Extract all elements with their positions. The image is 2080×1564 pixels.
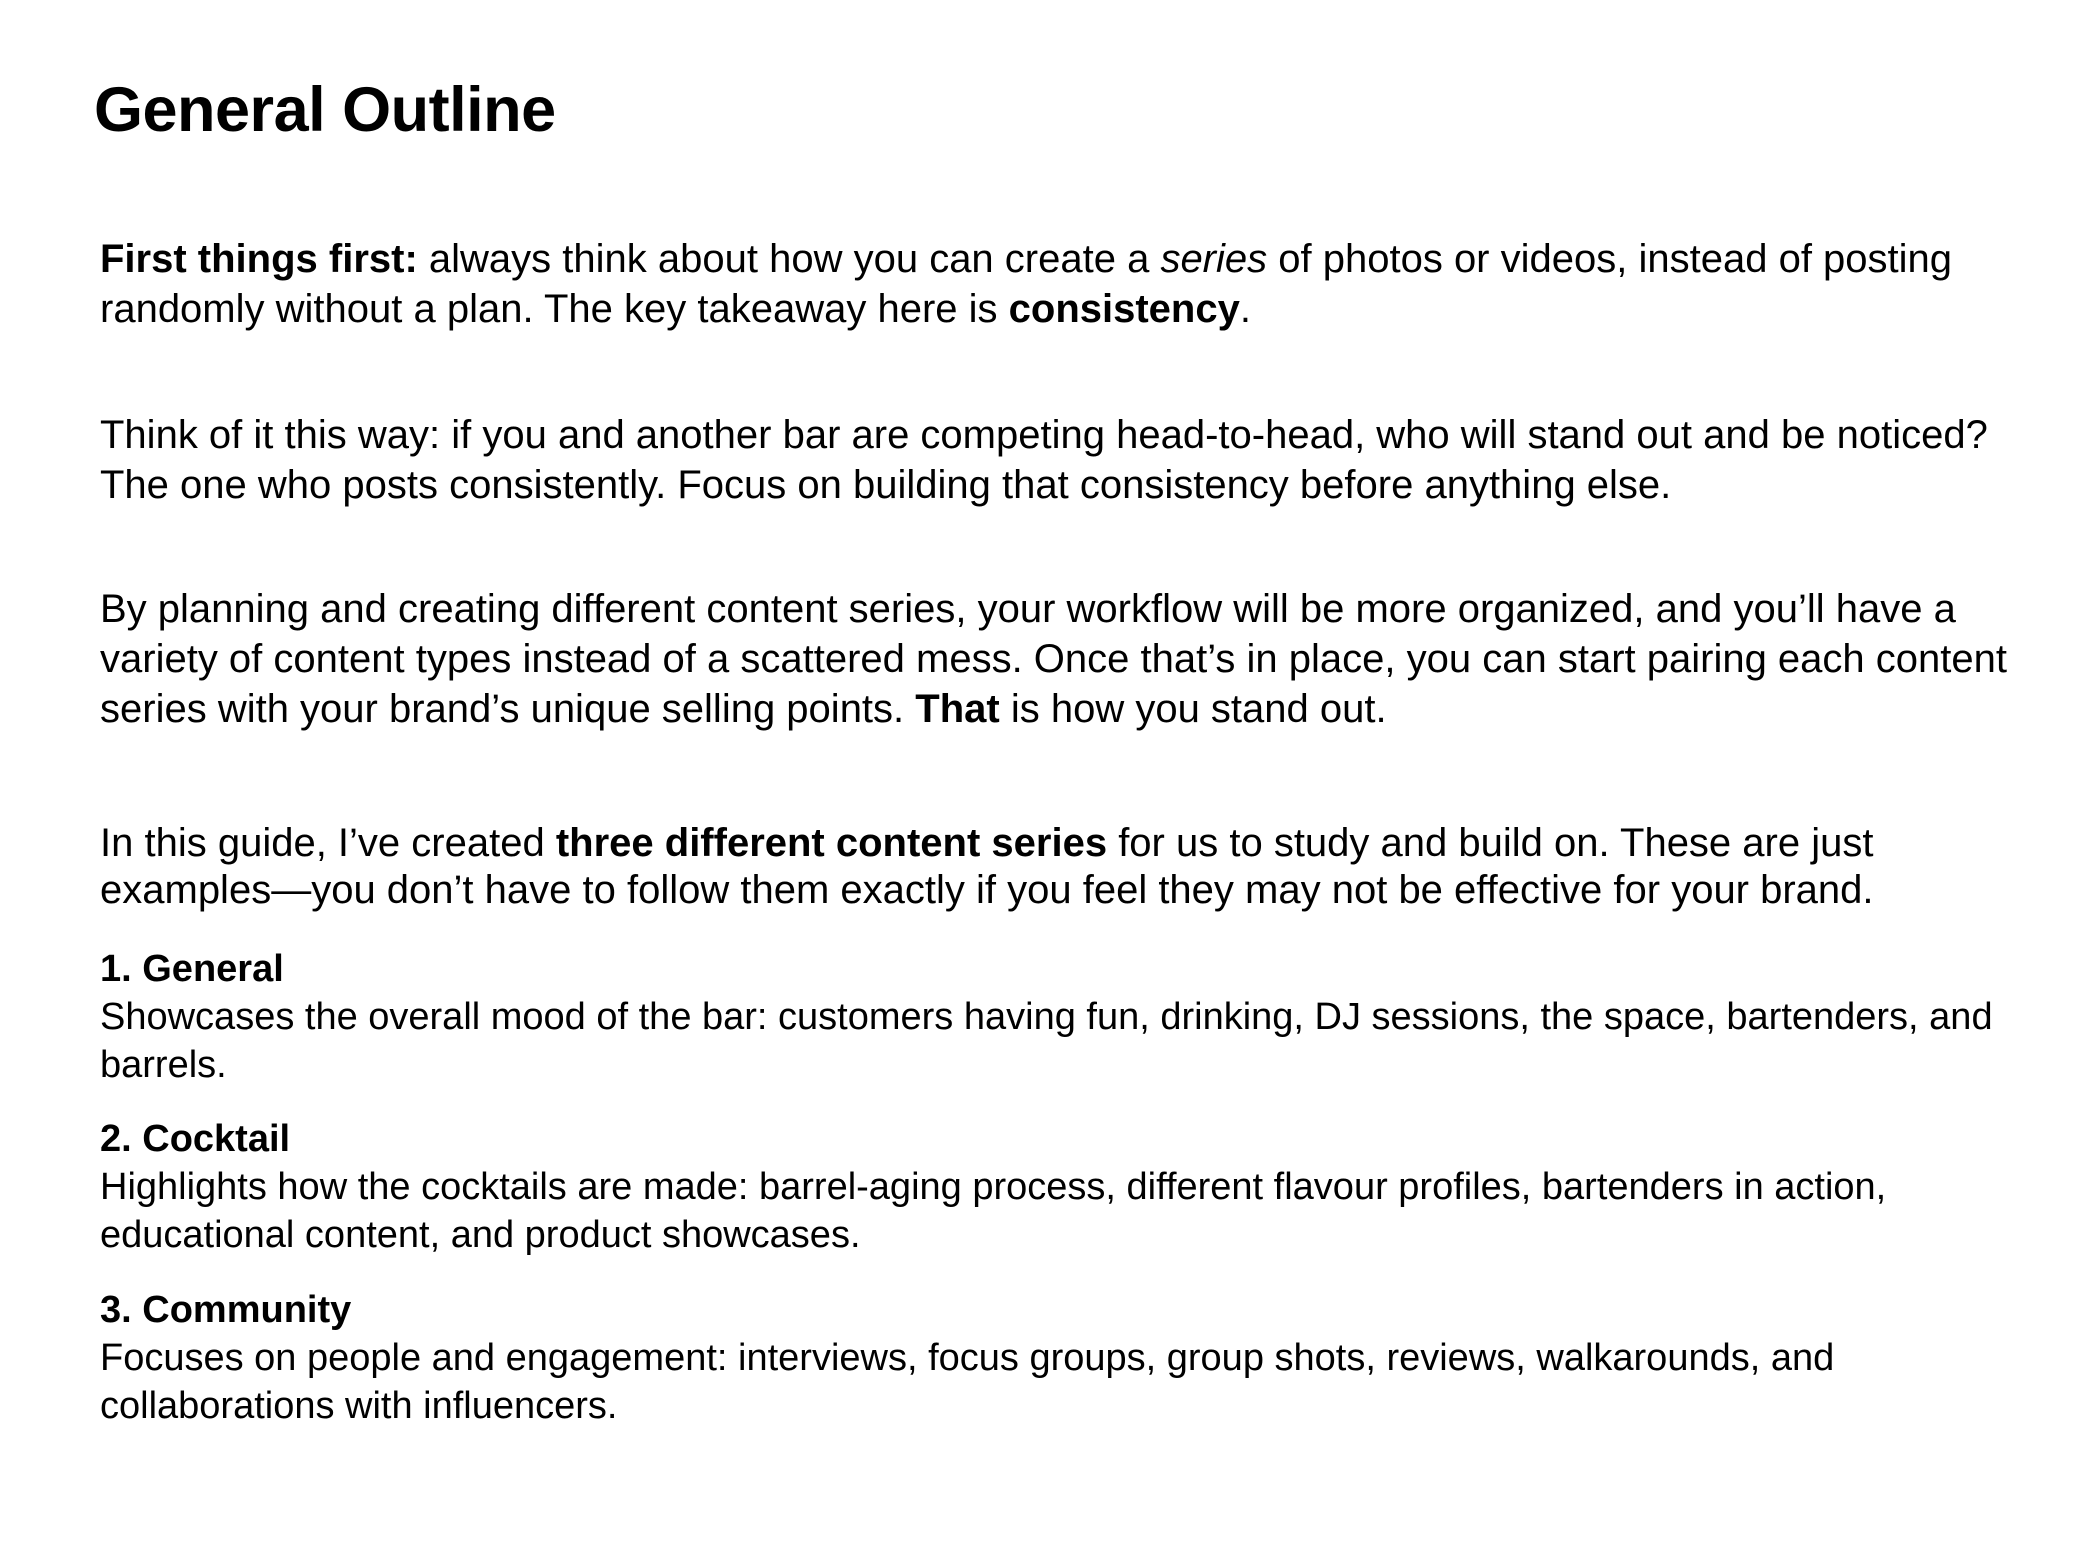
paragraph-text: for us to study and build on. These are just examples—you don’t have to follow them exactly if you feel they may not be effective for your brand. xyxy=(100,821,1874,912)
paragraph-text: Think of it this way: if you and another bar are competing head-to-head, who will stand out and be noticed? The one who posts consistently. Focus on building that consistency before anything else. xyxy=(100,413,1988,507)
paragraph-think-of-it xyxy=(100,410,2020,510)
strong-text: three different content series xyxy=(555,821,1108,865)
series-description: Showcases the overall mood of the bar: customers having fun, drinking, DJ sessions, the space, bartenders, and barrels. xyxy=(100,996,1993,1086)
strong-text: That xyxy=(915,687,1000,731)
series-heading: 3. Community xyxy=(100,1289,352,1331)
series-description: Highlights how the cocktails are made: barrel-aging process, different flavour profiles, bartenders in action, educational content, and product showcases. xyxy=(100,1166,1887,1256)
page-title: General Outline xyxy=(94,75,556,145)
paragraph-planning xyxy=(100,584,2020,734)
paragraph-text: . xyxy=(1239,287,1251,331)
series-heading: 1. General xyxy=(100,948,284,990)
strong-text: consistency xyxy=(1008,287,1240,331)
series-item-cocktail xyxy=(100,1115,2020,1259)
paragraph-text: is how you stand out. xyxy=(999,687,1387,731)
paragraph-text: By planning and creating different content series, your workflow will be more organized, and you’ll have a variety of content types instead of a scattered mess. Once that’s in place, you can start pairing each content series with your brand’s unique selling points. xyxy=(100,587,2007,731)
series-item-community xyxy=(100,1286,2020,1430)
paragraph-lead: First things first: xyxy=(100,237,418,281)
paragraph-text: of photos or videos, instead of posting randomly without a plan. The key takeaway here is xyxy=(100,237,1953,331)
paragraph-text: In this guide, I’ve created xyxy=(100,821,556,865)
emphasis-text: series xyxy=(1160,237,1268,281)
paragraph-guide-intro xyxy=(100,820,2020,914)
paragraph-text: always think about how you can create a xyxy=(417,237,1161,281)
paragraph-first-things-first xyxy=(100,234,2020,334)
series-item-general xyxy=(100,945,2020,1089)
series-heading: 2. Cocktail xyxy=(100,1118,291,1160)
series-description: Focuses on people and engagement: interviews, focus groups, group shots, reviews, walkarounds, and collaborations with influencers. xyxy=(100,1337,1835,1427)
